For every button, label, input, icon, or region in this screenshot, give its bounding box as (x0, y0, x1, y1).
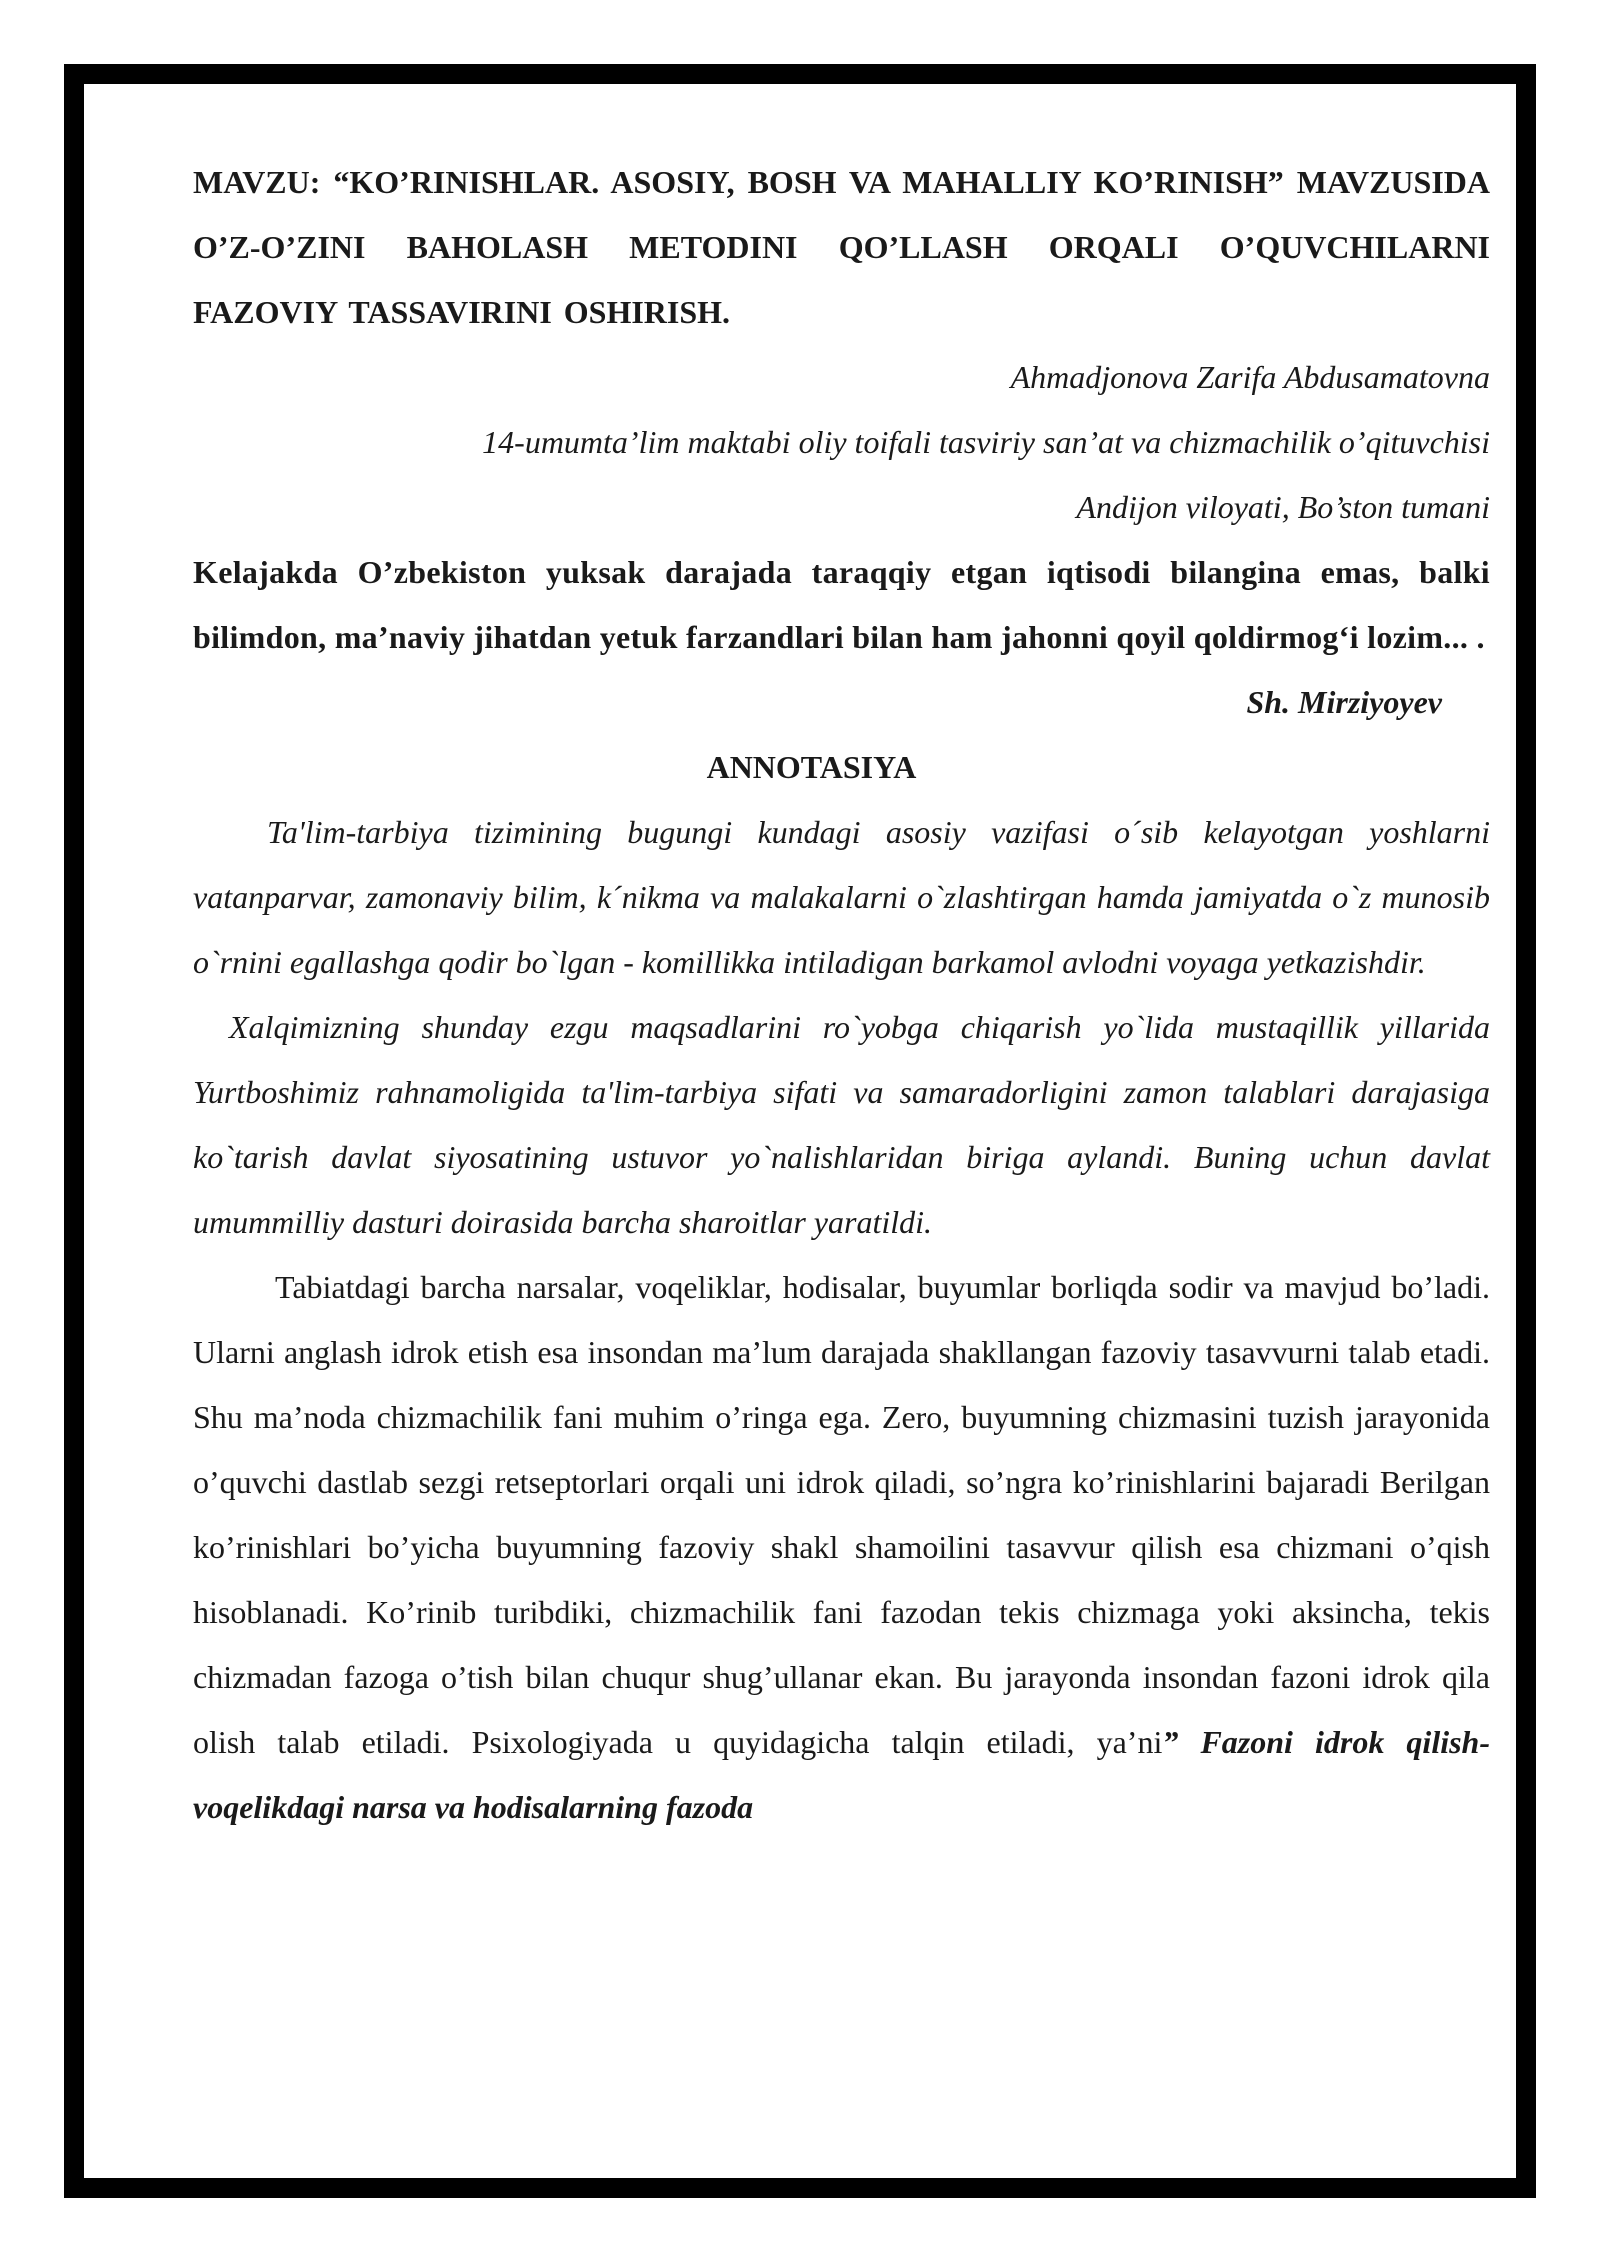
body-paragraph-1-emphasis: ” Fazoni idrok qilish- voqelikdagi narsa va hodisalarning fazoda (193, 1724, 1491, 1825)
author-name: Ahmadjonova Zarifa Abdusamatovna (1010, 359, 1490, 395)
document-body (193, 150, 1490, 1840)
epigraph-quote: Kelajakda O’zbekiston yuksak darajada taraqqiy etgan iqtisodi bilangina emas, balki bilimdon, ma’naviy jihatdan yetuk farzandlari bilan ham jahonni qoyil qoldirmog‘i lozim... . (193, 554, 1490, 655)
author-position: 14-umumta’lim maktabi oliy toifali tasviriy san’at va chizmachilik o’qituvchisi (482, 424, 1490, 460)
body-paragraph-1 (193, 1255, 1490, 1840)
annotation-paragraph-2: Xalqimizning shunday ezgu maqsadlarini ro`yobga chiqarish yo`lida mustaqillik yillarida Yurtboshimiz rahnamoligida ta'lim-tarbiya sifati va samaradorligini zamon talablari darajasiga ko`tarish davlat siyosatining ustuvor yo`nalishlaridan biriga aylandi. Buning uchun davlat umummilliy dasturi doirasida barcha sharoitlar yaratildi. (193, 1009, 1490, 1240)
author-location: Andijon viloyati, Bo’ston tumani (1076, 489, 1490, 525)
document-title: MAVZU: “KO’RINISHLAR. ASOSIY, BOSH VA MAHALLIY KO’RINISH” MAVZUSIDA O’Z-O’ZINI BAHOLASH METODINI QO’LLASH ORQALI O’QUVCHILARNI FAZOVIY TASSAVIRINI OSHIRISH. (193, 164, 1490, 330)
annotation-paragraph-1: Ta'lim-tarbiya tizimining bugungi kundagi asosiy vazifasi o´sib kelayotgan yoshlarni vatanparvar, zamonaviy bilim, k´nikma va malakalarni o`zlashtirgan hamda jamiyatda o`z munosib o`rnini egallashga qodir bo`lgan - komillikka intiladigan barkamol avlodni voyaga yetkazishdir. (193, 814, 1490, 980)
epigraph-author: Sh. Mirziyoyev (1246, 684, 1442, 720)
annotation-heading: ANNOTASIYA (706, 749, 917, 785)
body-paragraph-1-text: Tabiatdagi barcha narsalar, voqeliklar, hodisalar, buyumlar borliqda sodir va mavjud bo’ladi. Ularni anglash idrok etish esa insondan ma’lum darajada shakllangan fazoviy tasavvurni talab etadi. Shu ma’noda chizmachilik fani muhim o’ringa ega. Zero, buyumning chizmasini tuzish jarayonida o’quvchi dastlab sezgi retseptorlari orqali uni idrok qiladi, so’ngra ko’rinishlarini bajaradi Berilgan ko’rinishlari bo’yicha buyumning fazoviy shakl shamoilini tasavvur qilish esa chizmani o’qish hisoblanadi. Ko’rinib turibdiki, chizmachilik fani fazodan tekis chizmaga yoki aksincha, tekis chizmadan fazoga o’tish bilan chuqur shug’ullanar ekan. Bu jarayonda insondan fazoni idrok qila olish talab etiladi. Psixologiyada u quyidagicha talqin etiladi, ya’ni (193, 1269, 1490, 1760)
